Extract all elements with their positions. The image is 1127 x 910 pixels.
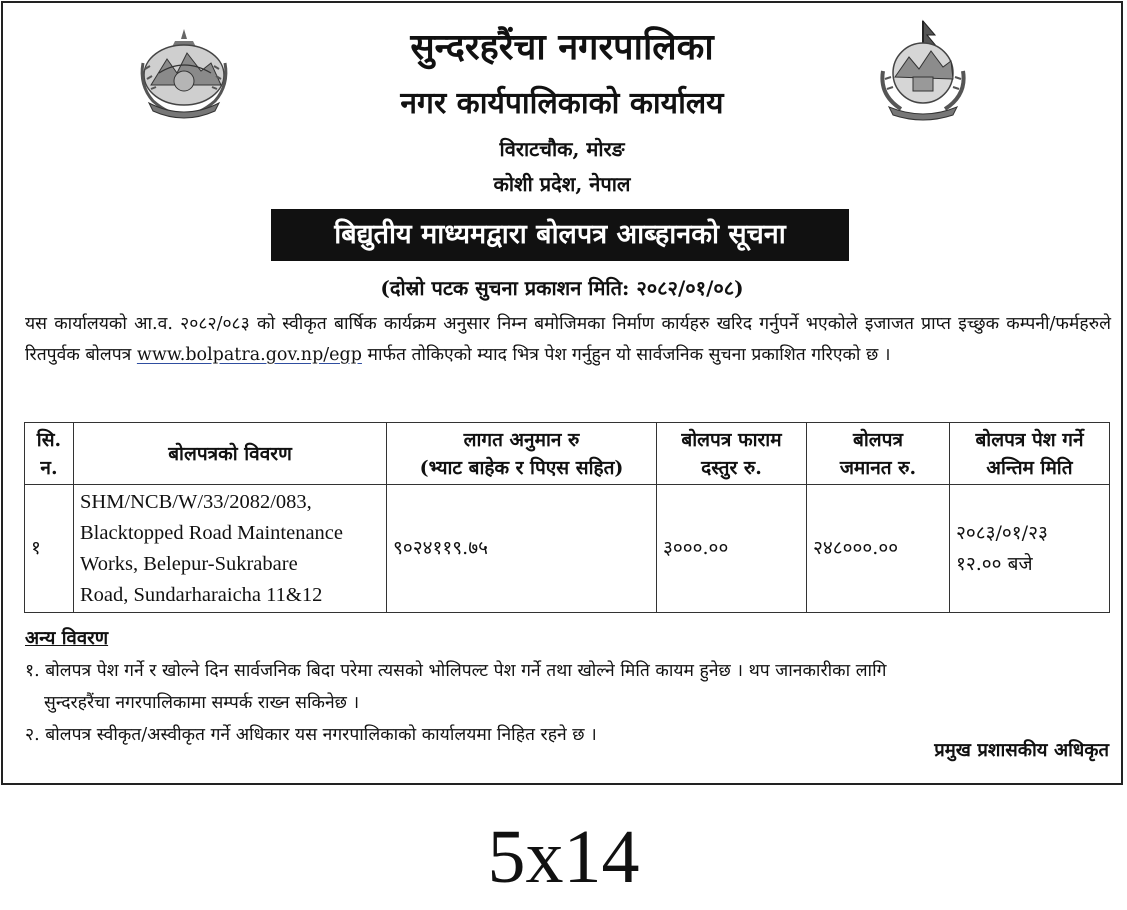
notice-title-banner: बिद्युतीय माध्यमद्वारा बोलपत्र आब्हानको सूचना bbox=[271, 209, 849, 261]
bid-table bbox=[24, 422, 1110, 613]
cell-bid-security: २४८०००.०० bbox=[807, 485, 950, 613]
intro-paragraph bbox=[25, 309, 1111, 371]
other-details-title: अन्य विवरण bbox=[25, 628, 109, 649]
note-2: २. बोलपत्र स्वीकृत/अस्वीकृत गर्ने अधिकार यस नगरपालिकाको कार्यालयमा निहित रहने छ । bbox=[25, 725, 597, 745]
cell-cost-estimate: ९०२४११९.७५ bbox=[387, 485, 657, 613]
tender-notice bbox=[1, 1, 1123, 785]
intro-text-end: मार्फत तोकिएको म्याद भित्र पेश गर्नुहुन यो सार्वजनिक सुचना प्रकाशित गरिएको छ । bbox=[367, 345, 891, 365]
cell-serial: १ bbox=[25, 485, 74, 613]
signatory-title: प्रमुख प्रशासकीय अधिकृत bbox=[934, 740, 1109, 761]
intro-text: यस कार्यालयको आ.व. २०८२/०८३ को स्वीकृत बार्षिक कार्यक्रम अनुसार निम्न बमोजिमका निर्माण कार्यहरु खरिद गर्नुपर्ने भएकोले इजाजत प्राप्त इच्छुक कम्पनी/फर्महरुले रितपुर्वक बोलपत्र bbox=[25, 314, 1111, 365]
ad-size-label: 5x14 bbox=[487, 815, 640, 899]
header-serial: सि. न. bbox=[25, 423, 74, 485]
note-1-continued: सुन्दरहरैंचा नगरपालिकामा सम्पर्क राख्न सकिनेछ । bbox=[44, 693, 360, 713]
organization-name: सुन्दरहरैंचा नगरपालिका bbox=[410, 26, 714, 68]
header-description: बोलपत्रको विवरण bbox=[74, 423, 387, 485]
header-cost-estimate: लागत अनुमान रु (भ्याट बाहेक र पिएस सहित) bbox=[387, 423, 657, 485]
address-line-2: कोशी प्रदेश, नेपाल bbox=[493, 172, 631, 196]
note-1: १. बोलपत्र पेश गर्ने र खोल्ने दिन सार्वजनिक बिदा परेमा त्यसको भोलिपल्ट पेश गर्ने तथा खोल्ने मिति कायम हुनेछ । थप जानकारीका लागि bbox=[25, 661, 887, 681]
table-header-row bbox=[25, 423, 1110, 485]
cell-description: SHM/NCB/W/33/2082/083, Blacktopped Road Maintenance Works, Belepur-Sukrabare Road, Sundarharaicha 11&12 bbox=[74, 485, 387, 613]
address-line-1: विराटचौक, मोरङ bbox=[499, 137, 625, 161]
header-deadline: बोलपत्र पेश गर्ने अन्तिम मिति bbox=[950, 423, 1110, 485]
other-details bbox=[25, 623, 1111, 751]
table-row bbox=[25, 485, 1110, 613]
cell-deadline: २०८३/०१/२३ १२.०० बजे bbox=[950, 485, 1110, 613]
header-form-fee: बोलपत्र फाराम दस्तुर रु. bbox=[657, 423, 807, 485]
header-bid-security: बोलपत्र जमानत रु. bbox=[807, 423, 950, 485]
cell-form-fee: ३०००.०० bbox=[657, 485, 807, 613]
publication-date: (दोस्रो पटक सुचना प्रकाशन मिति: २०८२/०१/०८) bbox=[380, 276, 744, 300]
bolpatra-link[interactable]: www.bolpatra.gov.np/egp bbox=[136, 345, 362, 365]
office-name: नगर कार्यपालिकाको कार्यालय bbox=[400, 86, 724, 121]
